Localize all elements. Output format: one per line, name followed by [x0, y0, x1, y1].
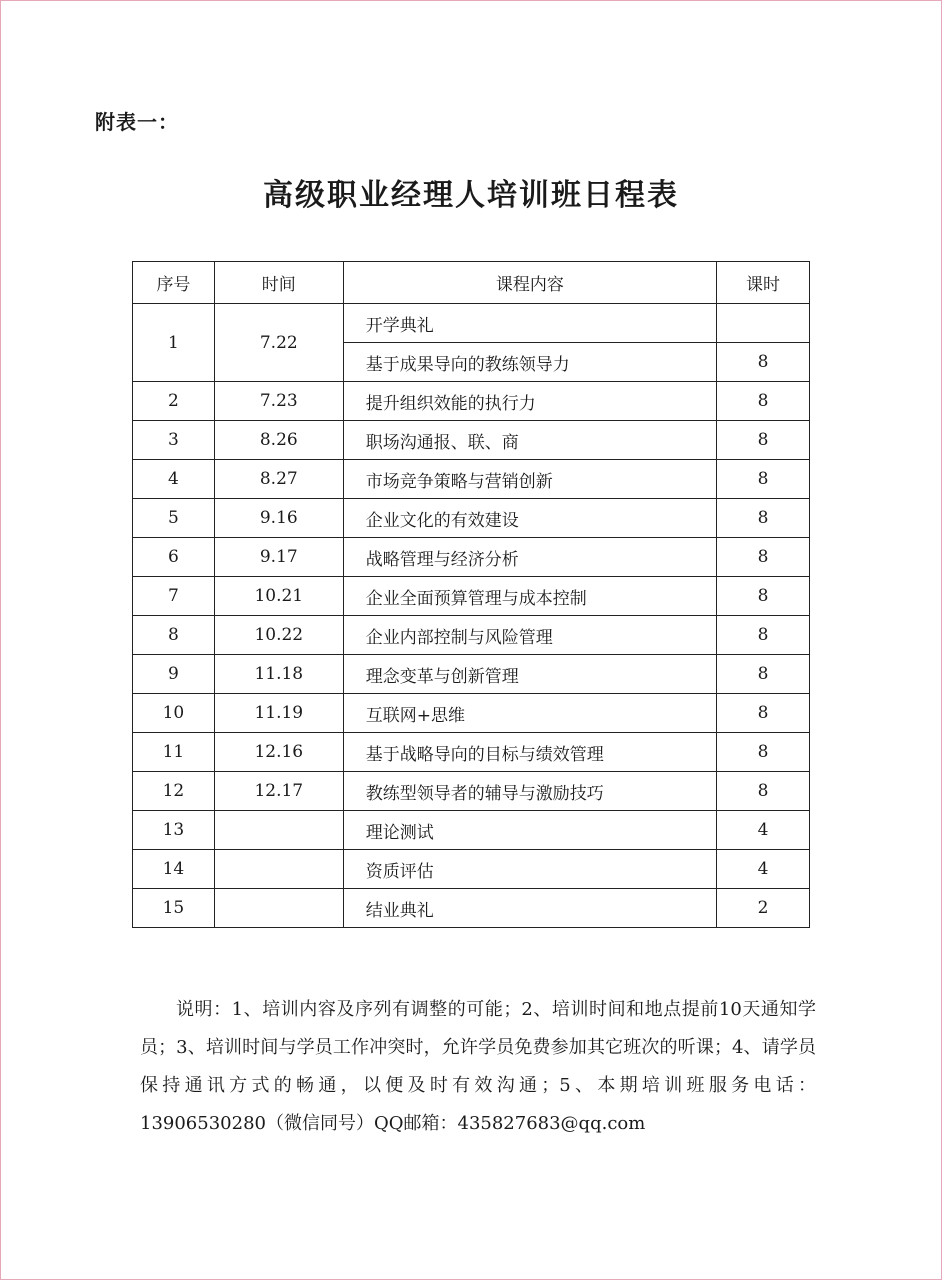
schedule-table	[132, 261, 810, 928]
cell-no: 11	[133, 733, 215, 772]
notes-paragraph: 说明：1、培训内容及序列有调整的可能；2、培训时间和地点提前10天通知学员；3、培训时间与学员工作冲突时，允许学员免费参加其它班次的听课；4、请学员保持通讯方式的畅通，以便及时有效沟通；5、本期培训班服务电话：13906530280（微信同号）QQ邮箱：435827683@qq.com	[140, 999, 816, 1134]
cell-no: 4	[133, 460, 215, 499]
cell-course: 互联网+思维	[343, 694, 716, 733]
cell-course: 基于战略导向的目标与绩效管理	[343, 733, 716, 772]
cell-hours: 8	[717, 421, 810, 460]
cell-time	[214, 889, 343, 928]
cell-course: 企业文化的有效建设	[343, 499, 716, 538]
cell-no: 15	[133, 889, 215, 928]
cell-hours: 8	[717, 538, 810, 577]
cell-course: 结业典礼	[343, 889, 716, 928]
cell-course: 教练型领导者的辅导与激励技巧	[343, 772, 716, 811]
table-row	[133, 499, 810, 538]
cell-hours: 8	[717, 655, 810, 694]
cell-no: 3	[133, 421, 215, 460]
table-row	[133, 382, 810, 421]
cell-time: 8.26	[214, 421, 343, 460]
cell-hours: 2	[717, 889, 810, 928]
cell-no: 7	[133, 577, 215, 616]
table-row	[133, 421, 810, 460]
attachment-label: 附表一：	[95, 110, 179, 134]
cell-hours: 8	[717, 577, 810, 616]
cell-no: 10	[133, 694, 215, 733]
cell-time: 12.16	[214, 733, 343, 772]
table-row	[133, 655, 810, 694]
table-row	[133, 304, 810, 343]
column-header-no: 序号	[133, 262, 215, 304]
cell-no: 2	[133, 382, 215, 421]
cell-time	[214, 811, 343, 850]
cell-time: 8.27	[214, 460, 343, 499]
cell-time: 9.16	[214, 499, 343, 538]
cell-hours: 8	[717, 772, 810, 811]
cell-time: 9.17	[214, 538, 343, 577]
table-row	[133, 850, 810, 889]
table-row	[133, 577, 810, 616]
page-title: 高级职业经理人培训班日程表	[263, 178, 679, 213]
cell-time: 7.23	[214, 382, 343, 421]
cell-course: 理念变革与创新管理	[343, 655, 716, 694]
cell-hours: 8	[717, 499, 810, 538]
cell-course: 企业全面预算管理与成本控制	[343, 577, 716, 616]
cell-time: 11.19	[214, 694, 343, 733]
cell-no: 6	[133, 538, 215, 577]
cell-no: 14	[133, 850, 215, 889]
table-row	[133, 460, 810, 499]
cell-time: 10.21	[214, 577, 343, 616]
cell-hours: 8	[717, 733, 810, 772]
table-row	[133, 694, 810, 733]
cell-no: 5	[133, 499, 215, 538]
cell-course: 基于成果导向的教练领导力	[343, 343, 716, 382]
cell-course: 理论测试	[343, 811, 716, 850]
cell-no: 1	[133, 304, 215, 382]
cell-hours: 8	[717, 616, 810, 655]
table-row	[133, 538, 810, 577]
cell-no: 8	[133, 616, 215, 655]
cell-hours: 8	[717, 343, 810, 382]
column-header-course: 课程内容	[343, 262, 716, 304]
cell-course: 资质评估	[343, 850, 716, 889]
cell-course: 企业内部控制与风险管理	[343, 616, 716, 655]
table-row	[133, 616, 810, 655]
cell-time: 10.22	[214, 616, 343, 655]
cell-hours: 8	[717, 382, 810, 421]
table-header-row	[133, 262, 810, 304]
cell-time: 7.22	[214, 304, 343, 382]
cell-course: 开学典礼	[343, 304, 716, 343]
cell-no: 12	[133, 772, 215, 811]
cell-course: 提升组织效能的执行力	[343, 382, 716, 421]
cell-course: 战略管理与经济分析	[343, 538, 716, 577]
column-header-hours: 课时	[717, 262, 810, 304]
cell-hours	[717, 304, 810, 343]
cell-hours: 8	[717, 460, 810, 499]
cell-no: 9	[133, 655, 215, 694]
cell-hours: 4	[717, 850, 810, 889]
column-header-time: 时间	[214, 262, 343, 304]
cell-hours: 4	[717, 811, 810, 850]
table-row	[133, 889, 810, 928]
cell-course: 职场沟通报、联、商	[343, 421, 716, 460]
cell-time	[214, 850, 343, 889]
cell-hours: 8	[717, 694, 810, 733]
cell-course: 市场竞争策略与营销创新	[343, 460, 716, 499]
table-row	[133, 811, 810, 850]
table-row	[133, 733, 810, 772]
cell-time: 11.18	[214, 655, 343, 694]
table-row	[133, 772, 810, 811]
cell-time: 12.17	[214, 772, 343, 811]
cell-no: 13	[133, 811, 215, 850]
